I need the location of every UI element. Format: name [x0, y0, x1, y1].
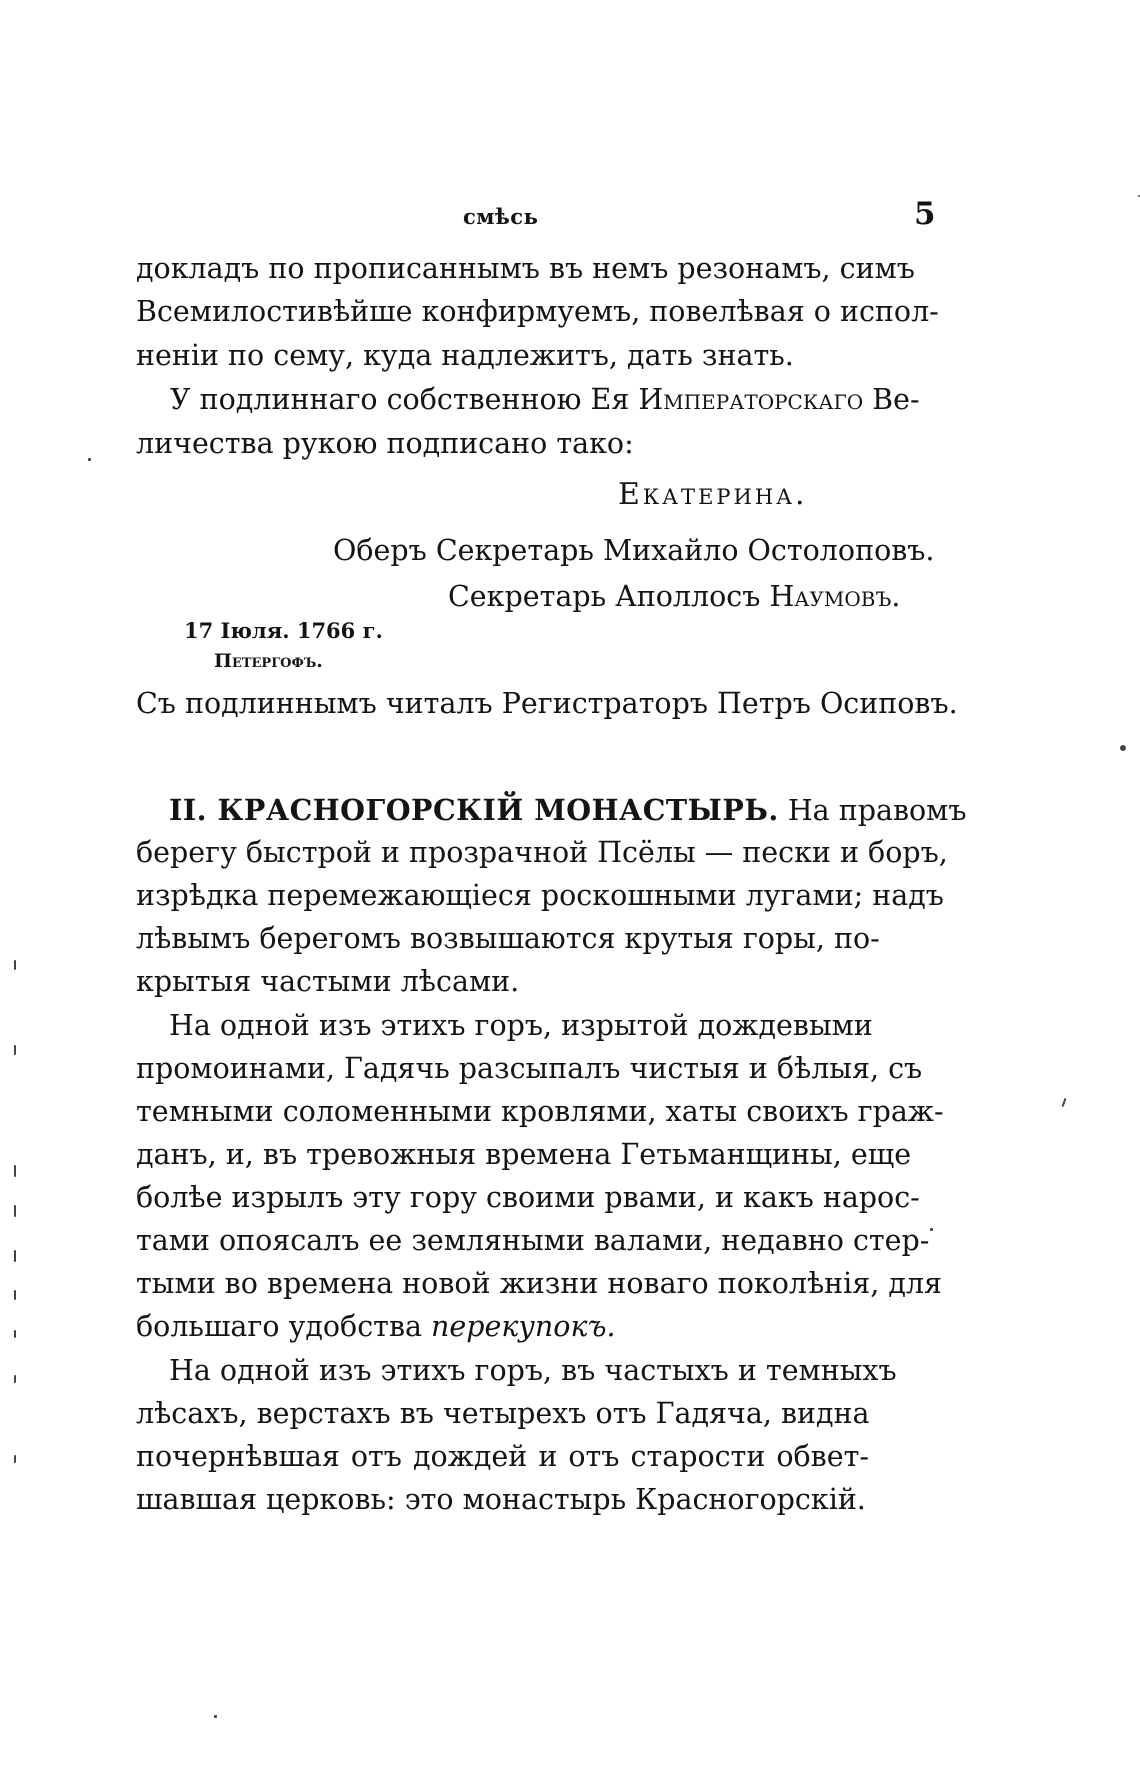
scan-speck [214, 1715, 217, 1718]
text-line: Всемилостивѣйше конфирмуемъ, повелѣвая о испол- [136, 295, 939, 328]
text-line: изрѣдка перемежающіеся роскошными лугами; надъ [136, 879, 944, 912]
scan-speck [88, 458, 91, 461]
decree-place: Петергофъ. [214, 650, 323, 672]
text-line: На одной изъ этихъ горъ, изрытой дождевыми [169, 1009, 873, 1042]
text-line: шавшая церковь: это монастырь Красногорскій. [136, 1483, 866, 1516]
attestation-line: Съ подлиннымъ читалъ Регистраторъ Петръ Осиповъ. [136, 687, 958, 720]
text-line: докладъ по прописаннымъ въ немъ резонамъ, симъ [136, 252, 915, 285]
text-line: тыми во времена новой жизни новаго поколѣнія, для [136, 1267, 942, 1300]
text-line: болѣе изрылъ эту гору своими рвами, и какъ нарос- [136, 1181, 920, 1214]
page-number: 5 [914, 196, 936, 232]
text-line: почернѣвшая отъ дождей и отъ старости обвет- [136, 1440, 869, 1473]
text-line: данъ, и, въ тревожныя времена Гетьманщины, еще [136, 1138, 912, 1171]
text-span: Наумовъ. [769, 580, 901, 613]
scan-speck [14, 1205, 16, 1217]
text-line: неніи по сему, куда надлежитъ, дать знать. [136, 339, 794, 372]
text-line: промоинами, Гадячь разсыпалъ чистыя и бѣлыя, съ [136, 1052, 923, 1085]
scan-speck [1120, 745, 1126, 751]
text-line: тами опоясалъ ее земляными валами, недавно стер- [136, 1224, 930, 1257]
scan-speck [14, 960, 16, 970]
scan-speck [14, 1165, 16, 1177]
text-span: Ве- [863, 383, 920, 416]
text-line: берегу быстрой и прозрачной Псёлы — пески и боръ, [136, 836, 948, 869]
scan-speck [1062, 1098, 1067, 1107]
signature-note-line: личества рукою подписано тако: [136, 427, 634, 460]
scan-speck [930, 1228, 933, 1231]
text-line: крытыя частыми лѣсами. [136, 965, 520, 998]
text-span: Секретарь Аполлосъ [448, 580, 770, 613]
scan-speck [14, 1330, 16, 1338]
running-header-title: смѣсь [463, 204, 539, 229]
text-line [136, 1310, 616, 1343]
text-span: На правомъ [787, 794, 967, 827]
scan-speck [14, 1375, 16, 1383]
text-span: большаго удобства [136, 1310, 432, 1343]
text-span: У подлиннаго собственною Ея [170, 383, 639, 416]
scan-speck [14, 1455, 16, 1463]
scan-speck [14, 1250, 16, 1262]
text-span: Императорскаго [638, 383, 864, 416]
section-heading-line [169, 793, 967, 827]
section-heading: II. КРАСНОГОРСКІЙ МОНАСТЫРЬ. [169, 793, 779, 827]
italic-term: перекупокъ. [431, 1310, 616, 1343]
text-line: лѣсахъ, верстахъ въ четырехъ отъ Гадяча, видна [136, 1397, 870, 1430]
scan-speck [14, 1290, 16, 1300]
signature-note-line [170, 383, 920, 416]
decree-date: 17 Іюля. 1766 г. [184, 618, 383, 643]
text-line: темными соломенными кровлями, хаты своихъ граж- [136, 1095, 944, 1128]
scan-speck [14, 1045, 16, 1055]
text-line: лѣвымъ берегомъ возвышаются крутыя горы, по- [136, 922, 880, 955]
ober-secretary-signature: Оберъ Секретарь Михайло Остолоповъ. [333, 534, 935, 567]
text-line: На одной изъ этихъ горъ, въ частыхъ и темныхъ [169, 1354, 897, 1387]
empress-signature: Екатерина. [618, 477, 808, 512]
secretary-signature [448, 580, 901, 613]
